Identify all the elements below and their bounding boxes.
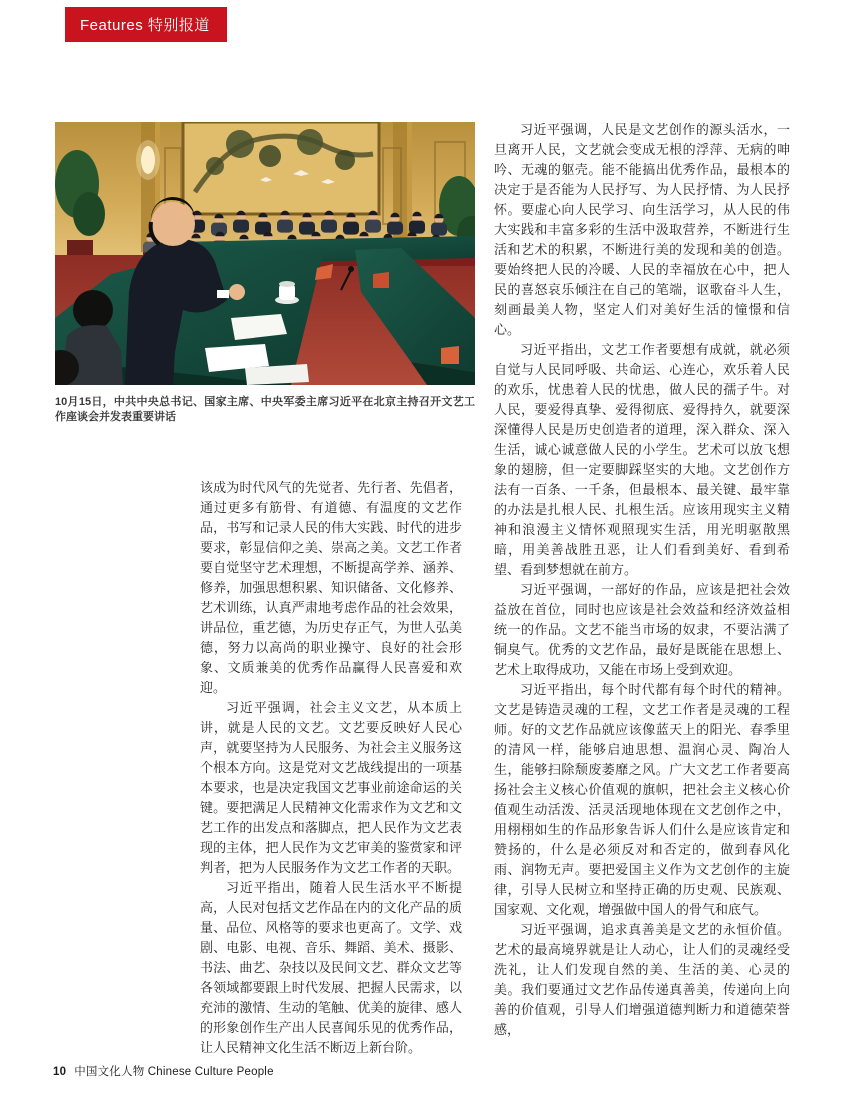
wall-lamp <box>136 140 160 180</box>
section-badge <box>65 7 227 42</box>
article-paragraph: 习近平指出，文艺工作者要想有成就，就必须自觉与人民同呼吸、共命运、心连心，欢乐着人民的欢乐，忧患着人民的忧患，做人民的孺子牛。对人民，要爱得真挚、爱得彻底、爱得持久，就要深深懂得人民是历史创造者的道理，深入群众、深入生活，诚心诚意做人民的小学生。艺术可以放飞想象的翅膀，但一定要脚踩坚实的大地。文艺创作方法有一百条、一千条，但最根本、最关键、最牢靠的办法是扎根人民、扎根生活。应该用现实主义精神和浪漫主义情怀观照现实生活，用光明驱散黑暗，用美善战胜丑恶，让人们看到美好、看到希望、看到梦想就在前方。 <box>494 342 790 577</box>
article-right-column <box>494 120 790 1040</box>
page-footer <box>53 1063 274 1079</box>
article-paragraph: 习近平强调，追求真善美是文艺的永恒价值。艺术的最高境界就是让人动心，让人们的灵魂经受洗礼，让人们发现自然的美、生活的美、心灵的美。我们要通过文艺作品传递真善美，传递向上向善的价值观，引导人们增强道德判断力和道德荣誉感， <box>494 922 790 1037</box>
page-number: 10 <box>53 1066 67 1078</box>
article-paragraph: 习近平强调，社会主义文艺，从本质上讲，就是人民的文艺。文艺要反映好人民心声，就要坚持为人民服务、为社会主义服务这个根本方向。这是党对文艺战线提出的一项基本要求，也是决定我国文艺事业前途命运的关键。要把满足人民精神文化需求作为文艺和文艺工作的出发点和落脚点，把人民作为文艺表现的主体，把人民作为文艺审美的鉴赏家和评判者，把为人民服务作为文艺工作者的天职。 <box>200 700 462 875</box>
article-paragraph: 习近平指出，随着人民生活水平不断提高，人民对包括文艺作品在内的文化产品的质量、品位、风格等的要求也更高了。文学、戏剧、电影、电视、音乐、舞蹈、美术、摄影、书法、曲艺、杂技以及民间文艺、群众文艺等各领域都要跟上时代发展、把握人民需求，以充沛的激情、生动的笔触、优美的旋律、感人的形象创作生产出人民喜闻乐见的优秀作品，让人民精神文化生活不断迈上新台阶。 <box>200 880 462 1055</box>
wall-painting <box>183 122 379 214</box>
article-paragraph: 习近平强调，人民是文艺创作的源头活水，一旦离开人民，文艺就会变成无根的浮萍、无病的呻吟、无魂的躯壳。能不能搞出优秀作品，最根本的决定于是否能为人民抒写、为人民抒情、为人民抒怀。要虚心向人民学习、向生活学习，从人民的伟大实践和丰富多彩的生活中汲取营养，不断进行生活和艺术的积累，不断进行美的发现和美的创造。要始终把人民的冷暖、人民的幸福放在心中，把人民的喜怒哀乐倾注在自己的笔端，讴歌奋斗人生，刻画最美人物，坚定人们对美好生活的憧憬和信心。 <box>494 122 790 337</box>
photo-caption: 10月15日，中共中央总书记、国家主席、中央军委主席习近平在北京主持召开文艺工作座谈会并发表重要讲话 <box>55 396 475 423</box>
article-paragraph: 习近平强调，一部好的作品，应该是把社会效益放在首位，同时也应该是社会效益和经济效益相统一的作品。文艺不能当市场的奴隶，不要沾满了铜臭气。优秀的文艺作品，最好是既能在思想上、艺术上取得成功，又能在市场上受到欢迎。 <box>494 582 790 677</box>
article-left-column <box>200 478 462 1058</box>
name-card <box>441 346 459 364</box>
magazine-name: 中国文化人物 Chinese Culture People <box>74 1066 274 1078</box>
section-badge-label: Features 特别报道 <box>80 17 210 34</box>
article-paragraph: 习近平指出，每个时代都有每个时代的精神。文艺是铸造灵魂的工程，文艺工作者是灵魂的工程师。好的文艺作品就应该像蓝天上的阳光、春季里的清风一样，能够启迪思想、温润心灵、陶冶人生，能够扫除颓废萎靡之风。广大文艺工作者要高扬社会主义核心价值观的旗帜，把社会主义核心价值观生动活泼、活灵活现地体现在文艺创作之中，用栩栩如生的作品形象告诉人们什么是应该肯定和赞扬的，什么是必须反对和否定的，做到春风化雨、润物无声。要把爱国主义作为文艺创作的主旋律，引导人民树立和坚持正确的历史观、民族观、国家观、文化观，增强做中国人的骨气和底气。 <box>494 682 790 917</box>
article-paragraph: 该成为时代风气的先觉者、先行者、先倡者，通过更多有筋骨、有道德、有温度的文艺作品，书写和记录人民的伟大实践、时代的进步要求，彰显信仰之美、崇高之美。文艺工作者要自觉坚守艺术理想，不断提高学养、涵养、修养，加强思想积累、知识储备、文化修养、艺术训练，认真严肃地考虑作品的社会效果，讲品位，重艺德，为历史存正气，为世人弘美德，努力以高尚的职业操守、良好的社会形象、文质兼美的优秀作品赢得人民喜爱和欢迎。 <box>200 480 462 695</box>
meeting-photo-illustration <box>55 122 475 385</box>
meeting-photo <box>55 122 475 385</box>
name-card <box>373 272 389 288</box>
